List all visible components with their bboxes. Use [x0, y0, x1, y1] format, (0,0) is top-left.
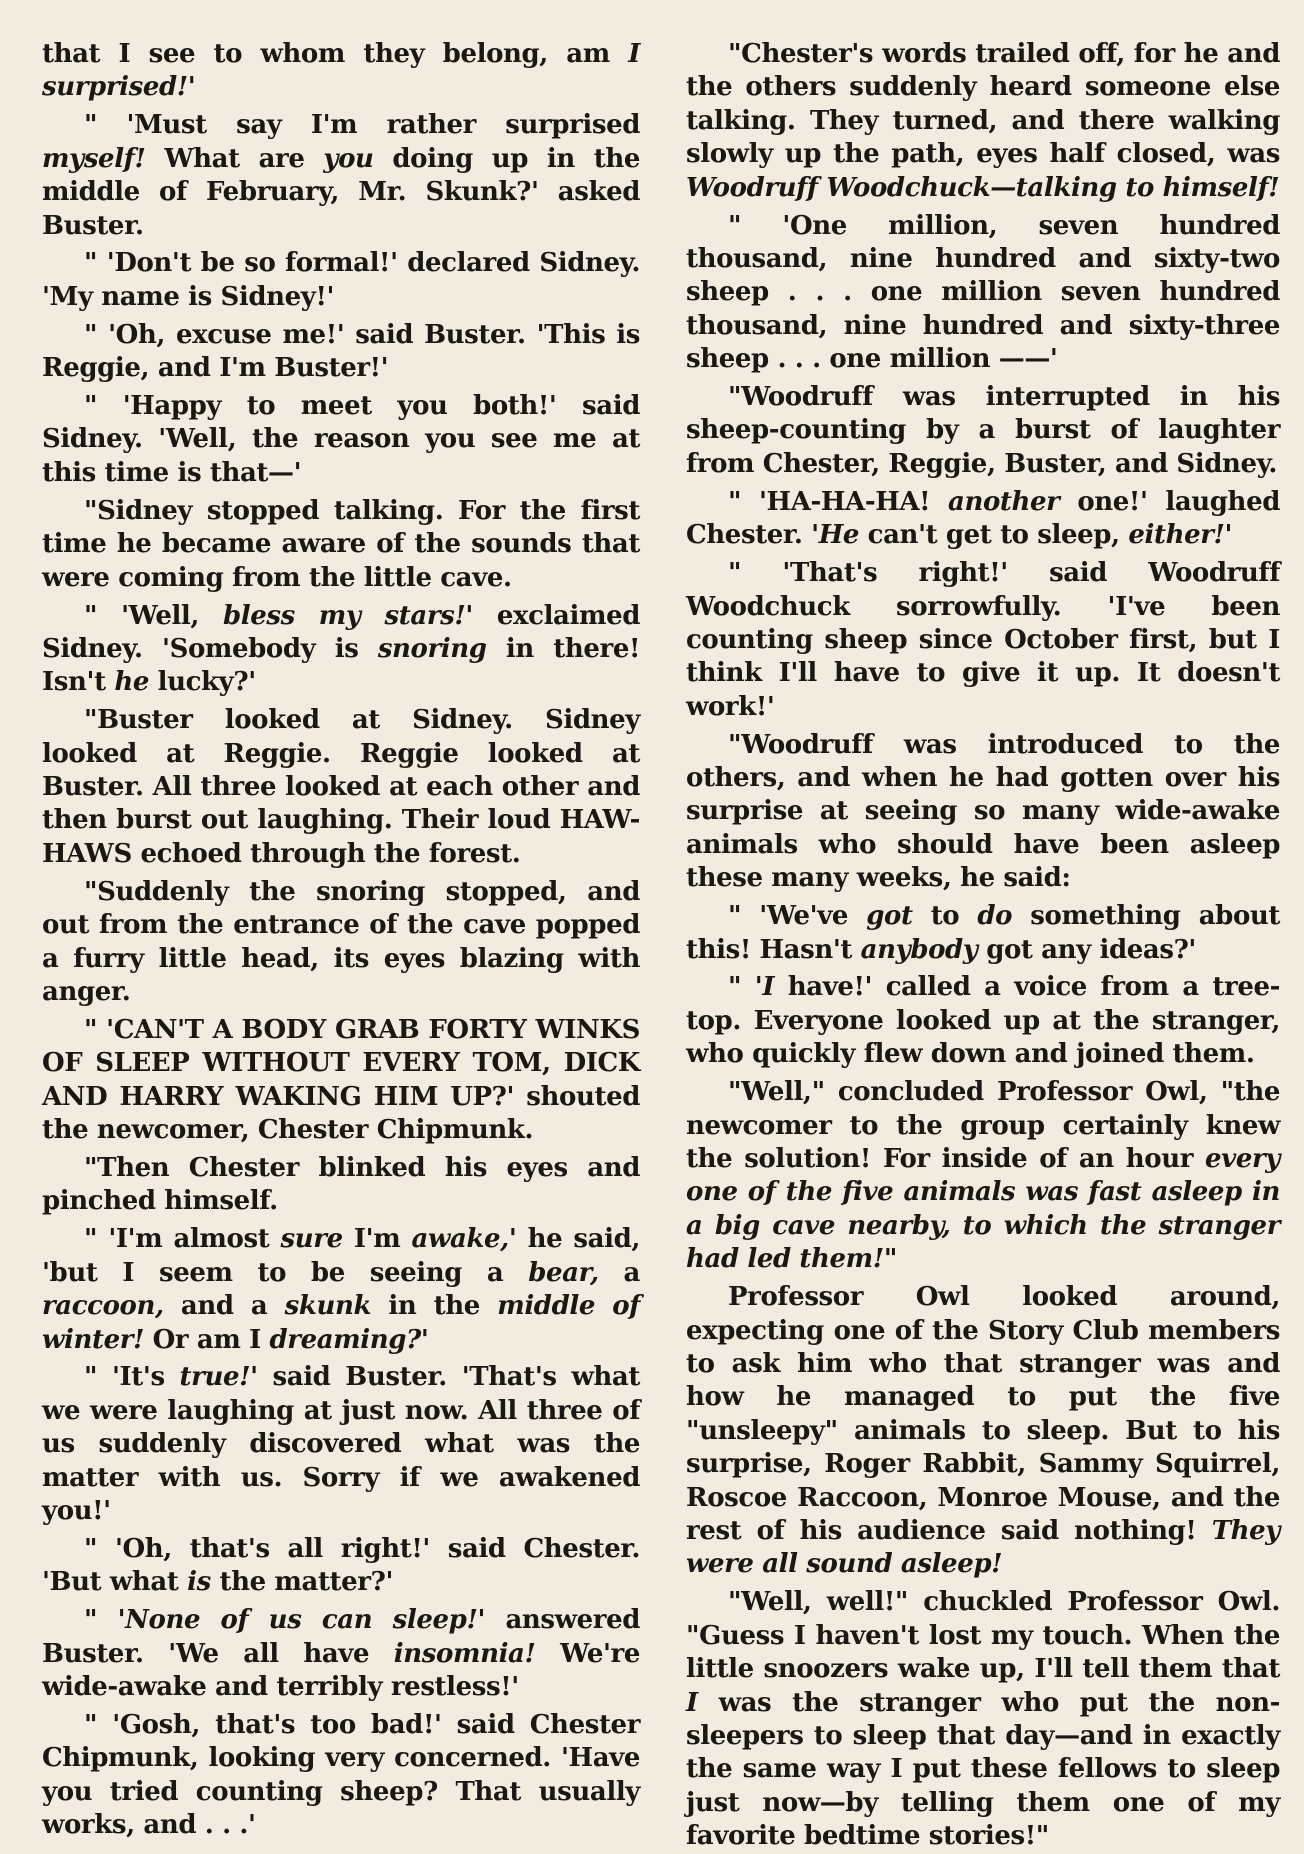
- italic-text: is: [187, 1567, 211, 1598]
- paragraph: [42, 38, 640, 105]
- text: ' he said, 'but I seem to be seeing a: [42, 1224, 640, 1288]
- italic-text: every one of the five animals was fast asleep in a big cave nearby, to which the stranger had led them!: [686, 1144, 1280, 1275]
- text: " ': [728, 972, 763, 1003]
- text: " 'HA-HA-HA!: [728, 486, 949, 517]
- text: "Suddenly the snoring stopped, and out from the entrance of the cave popped a furry little head, its eyes blazing with anger.: [42, 876, 640, 1007]
- text: "Sidney stopped talking. For the first time he became aware of the sounds that were coming from the little cave.: [42, 495, 640, 593]
- text: have!' called a voice from a tree-top. Everyone looked up at the stranger, who quickly flew down and joined them.: [686, 972, 1280, 1070]
- paragraph: [686, 900, 1280, 967]
- text: got any ideas?': [977, 934, 1196, 965]
- text: "Buster looked at Sidney. Sidney looked at Reggie. Reggie looked at Buster. All three looked at each other and then burst out laughing. Their loud HAW-HAWS echoed through the forest.: [42, 705, 640, 869]
- italic-text: sure: [280, 1224, 343, 1255]
- italic-text: anybody: [860, 934, 978, 965]
- paragraph: [42, 247, 640, 314]
- text: ": [883, 1244, 897, 1275]
- text: "Well," concluded Professor Owl, "the newcomer to the group certainly knew the solution! For inside of an hour: [686, 1077, 1280, 1174]
- story-page: [38, 38, 1284, 1852]
- paragraph: [686, 1076, 1280, 1276]
- italic-text: None of us can sleep!: [125, 1605, 478, 1636]
- paragraph: [42, 704, 640, 871]
- italic-text: got: [866, 901, 913, 932]
- text: What are: [145, 143, 324, 174]
- text: doing up in the middle of February, Mr. Skunk?' asked Buster.: [42, 143, 641, 241]
- italic-text: another: [948, 486, 1060, 517]
- paragraph: [42, 319, 640, 386]
- italic-text: He: [818, 520, 860, 551]
- paragraph: [42, 600, 640, 700]
- paragraph: [42, 876, 640, 1010]
- italic-text: I surprised!: [42, 39, 640, 103]
- right-column: [686, 38, 1281, 1852]
- text: can't get to sleep,: [859, 520, 1129, 551]
- paragraph: [686, 729, 1280, 896]
- text: one!' laughed Chester. ': [686, 486, 1280, 551]
- paragraph: [686, 38, 1280, 205]
- italic-text: either!: [1128, 520, 1225, 551]
- paragraph: [42, 1361, 640, 1528]
- paragraph: [686, 557, 1280, 724]
- paragraph: [42, 495, 640, 595]
- text: " 'Don't be so formal!' declared Sidney. 'My name is Sidney!': [42, 248, 640, 312]
- text: in there! Isn't: [42, 633, 640, 698]
- text: lucky?': [148, 667, 256, 698]
- text: something about this! Hasn't: [686, 901, 1281, 965]
- text: to: [912, 901, 978, 932]
- italic-text: bless my stars!: [223, 600, 466, 631]
- text: I'm: [342, 1224, 412, 1255]
- paragraph: [42, 1223, 640, 1357]
- text: " 'Happy to meet you both!' said Sidney. 'Well, the reason you see me at this time is that—': [42, 391, 640, 488]
- italic-text: I: [762, 972, 775, 1003]
- text: "Then Chester blinked his eyes and pinched himself.: [42, 1153, 640, 1217]
- paragraph: [42, 109, 640, 243]
- text: " 'Well,: [84, 600, 223, 631]
- text: was the stranger who put the non-sleepers to sleep that day—and in exactly the same way I put these fellows to sleep just now—by telling them one of my favorite bedtime stories!": [686, 1687, 1280, 1852]
- italic-text: dreaming?: [269, 1324, 421, 1355]
- text: " 'That's right!' said Woodruff Woodchuck sorrowfully. 'I've been counting sheep since October first, but I think I'll have to give it up. It doesn't work!': [686, 558, 1280, 722]
- text: " 'Oh, that's all right!' said Chester. 'But what: [42, 1533, 640, 1598]
- text: " 'It's: [84, 1362, 180, 1393]
- paragraph: [42, 1709, 640, 1843]
- text: ' said Buster. 'That's what we were laughing at just now. All three of us suddenly discovered what was the matter with us. Sorry if we awakened you!': [42, 1362, 640, 1527]
- text: " 'One million, seven hundred thousand, nine hundred and sixty-two sheep . . . one million seven hundred thousand, nine hundred and sixty-three sheep . . . one million ——': [686, 210, 1280, 375]
- text: " 'I'm almost: [84, 1224, 281, 1255]
- italic-text: They were all sound asleep!: [686, 1515, 1280, 1580]
- italic-text: raccoon,: [42, 1291, 164, 1322]
- paragraph: [42, 1604, 640, 1704]
- paragraph: [686, 486, 1280, 553]
- italic-text: myself!: [42, 143, 146, 174]
- text: We're wide-awake and terribly restless!': [42, 1638, 640, 1703]
- text: the matter?': [210, 1567, 393, 1598]
- italic-text: bear,: [528, 1257, 599, 1288]
- text: ': [1224, 520, 1233, 551]
- text: Professor Owl looked around, expecting one of the Story Club members to ask him who that stranger was and how he managed to put the five "unsleepy" animals to sleep. But to his surprise, Roger Rabbit, Sammy Squirrel, Roscoe Raccoon, Monroe Mouse, and the rest of his audience said nothing!: [686, 1282, 1280, 1546]
- text: ' exclaimed Sidney. 'Somebody is: [42, 600, 641, 664]
- paragraph: [686, 971, 1280, 1071]
- italic-text: I: [686, 1687, 698, 1718]
- italic-text: snoring: [377, 633, 487, 664]
- text: ' answered Buster. 'We all have: [42, 1605, 640, 1669]
- italic-text: you: [323, 143, 374, 174]
- paragraph: [42, 390, 640, 490]
- text: a: [598, 1257, 640, 1288]
- paragraph: [686, 210, 1280, 377]
- italic-text: he: [114, 667, 149, 698]
- text: and a: [163, 1291, 285, 1322]
- text: "Woodruff was interrupted in his sheep-counting by a burst of laughter from Chester, Reggie, Buster, and Sidney.: [686, 382, 1280, 479]
- text: ': [420, 1324, 429, 1355]
- italic-text: middle of winter!: [42, 1291, 640, 1355]
- text: "Well, well!" chuckled Professor Owl. "Guess I haven't lost my touch. When the little snoozers wake up, I'll tell them that: [686, 1587, 1280, 1685]
- text: " 'Oh, excuse me!' said Buster. 'This is Reggie, and I'm Buster!': [42, 319, 640, 384]
- text: "Chester's words trailed off, for he and the others suddenly heard someone else talking. They turned, and there walking slowly up the path, eyes half closed, was: [686, 39, 1280, 170]
- italic-text: awake,: [411, 1224, 509, 1255]
- text: in the: [371, 1291, 498, 1322]
- text: that I see to whom they belong, am: [42, 39, 629, 69]
- italic-text: skunk: [284, 1291, 372, 1322]
- italic-text: insomnia!: [393, 1638, 536, 1669]
- paragraph: [42, 1152, 640, 1219]
- paragraph: [686, 1586, 1280, 1853]
- text: " 'Must say I'm rather surprised: [84, 110, 640, 141]
- text: " 'We've: [728, 901, 867, 932]
- paragraph: [42, 1014, 640, 1148]
- paragraph: [42, 1533, 640, 1600]
- text: " 'CAN'T A BODY GRAB FORTY WINKS OF SLEEP WITHOUT EVERY TOM, DICK AND HARRY WAKING HIM UP?' shouted the newcomer, Chester Chipmunk.: [42, 1014, 640, 1146]
- paragraph: [686, 381, 1280, 481]
- left-column: [42, 38, 641, 1841]
- text: "Woodruff was introduced to the others, and when he had gotten over his surprise at seeing so many wide-awake animals who should have been asleep these many weeks, he said:: [686, 729, 1280, 894]
- text: " ': [84, 1605, 126, 1636]
- paragraph: [686, 1281, 1280, 1582]
- text: " 'Gosh, that's too bad!' said Chester Chipmunk, looking very concerned. 'Have you tried counting sheep? That usually works, and . . .': [42, 1710, 640, 1841]
- text: Or am I: [144, 1324, 270, 1355]
- italic-text: true!: [179, 1362, 251, 1393]
- italic-text: do: [977, 901, 1013, 932]
- text: ': [187, 72, 196, 103]
- italic-text: Woodruff Woodchuck—talking to himself!: [686, 172, 1280, 203]
